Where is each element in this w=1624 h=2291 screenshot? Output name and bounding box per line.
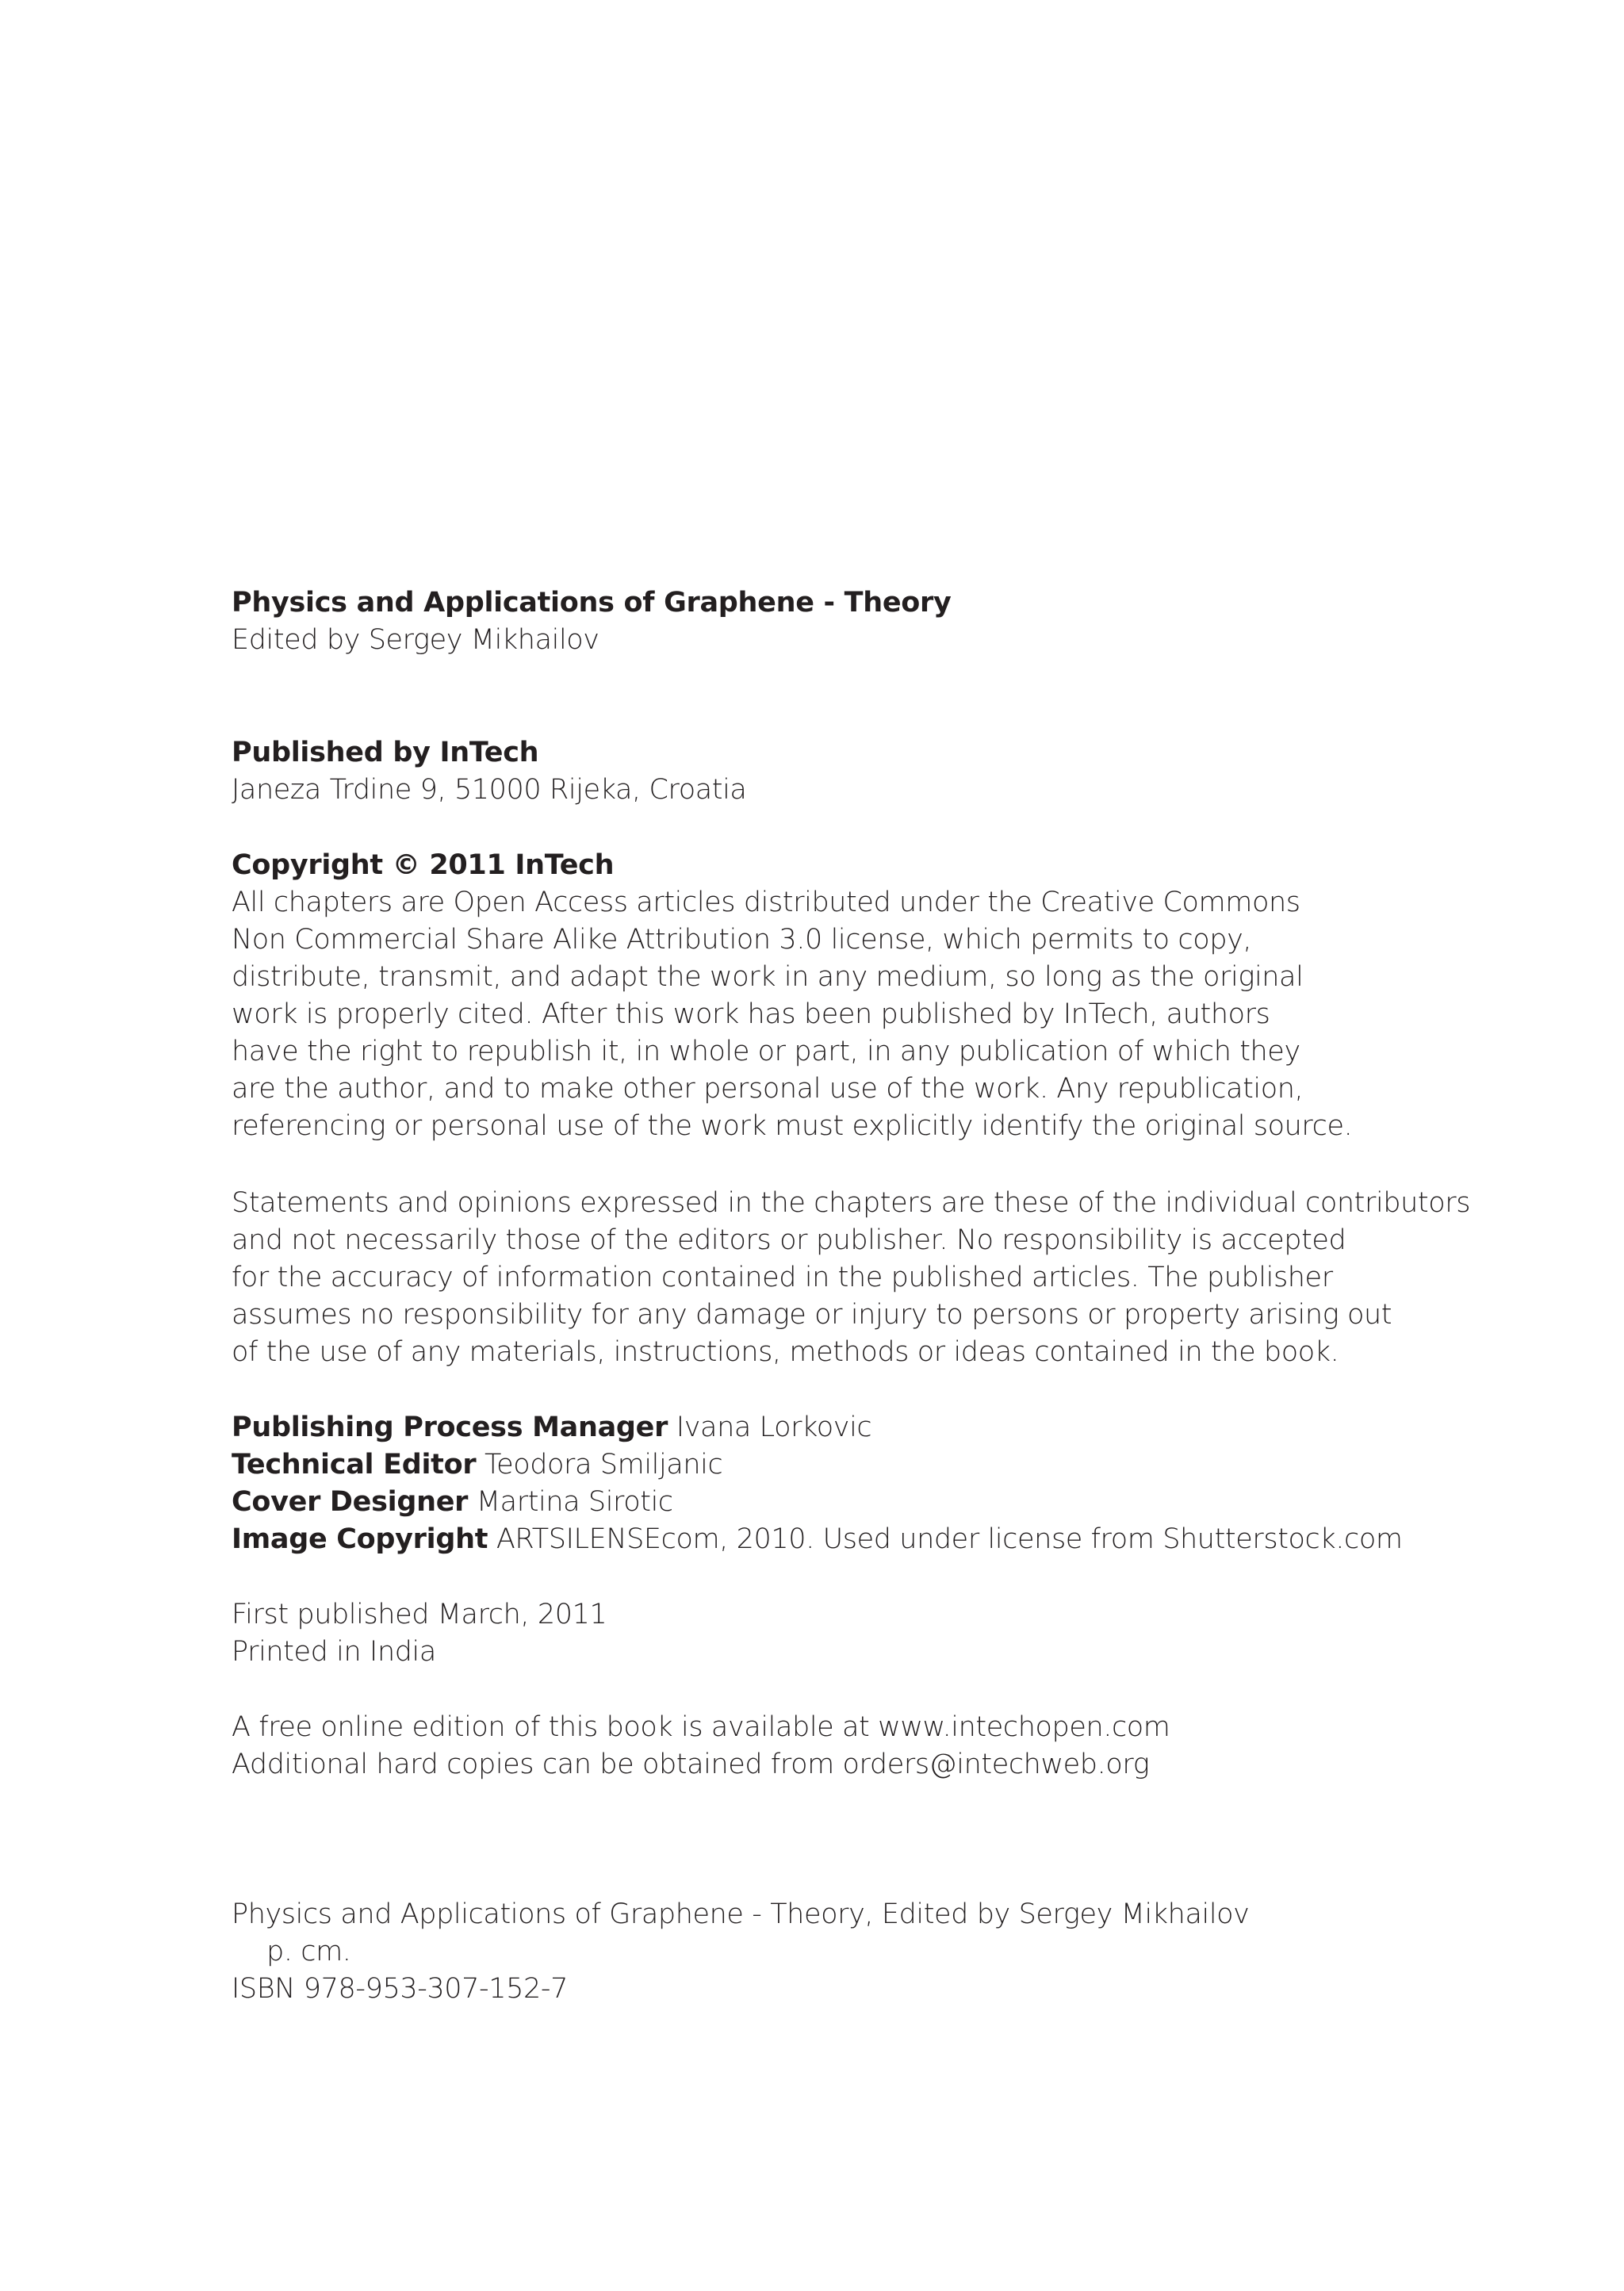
online-edition-line: A free online edition of this book is available at www.intechopen.com	[232, 1711, 1170, 1743]
credit-role: Technical Editor	[232, 1449, 477, 1481]
copyright-text-line: work is properly cited. After this work has been published by InTech, authors	[232, 998, 1270, 1030]
disclaimer-text-line: for the accuracy of information contained in the published articles. The publisher	[232, 1262, 1333, 1293]
copyright-text-line: referencing or personal use of the work must explicitly identify the original source.	[232, 1110, 1353, 1142]
book-title: Physics and Applications of Graphene - Theory	[232, 587, 952, 619]
publisher-block	[232, 734, 1580, 809]
citation-block	[232, 1896, 1580, 2008]
credit-role: Image Copyright	[232, 1523, 488, 1555]
credit-line-cover-designer	[232, 1484, 1580, 1521]
editor-line: Edited by Sergey Mikhailov	[232, 624, 599, 656]
copyright-block	[232, 847, 1580, 1145]
copyright-text-line: have the right to republish it, in whole or part, in any publication of which they	[232, 1036, 1300, 1067]
disclaimer-text-line: assumes no responsibility for any damage or injury to persons or property arising out	[232, 1299, 1392, 1331]
published-by-heading: Published by InTech	[232, 737, 539, 768]
credit-line-technical-editor	[232, 1446, 1580, 1484]
citation-line: Physics and Applications of Graphene - Theory, Edited by Sergey Mikhailov	[232, 1898, 1250, 1930]
pages-line: p. cm.	[266, 1936, 351, 1967]
credit-name: Teodora Smiljanic	[485, 1449, 723, 1481]
disclaimer-text-line: and not necessarily those of the editors or publisher. No responsibility is accepted	[232, 1224, 1346, 1256]
copyright-text-line: distribute, transmit, and adapt the work in any medium, so long as the original	[232, 961, 1304, 993]
publication-block	[232, 1596, 1580, 1671]
first-published-line: First published March, 2011	[232, 1599, 607, 1630]
copyright-text-line: All chapters are Open Access articles distributed under the Creative Commons	[232, 887, 1300, 918]
title-block	[232, 584, 1580, 659]
credit-role: Cover Designer	[232, 1486, 469, 1518]
printed-in-line: Printed in India	[232, 1636, 436, 1668]
credit-line-image-copyright	[232, 1521, 1580, 1558]
disclaimer-block	[232, 1185, 1580, 1371]
publisher-address: Janeza Trdine 9, 51000 Rijeka, Croatia	[232, 774, 747, 806]
copyright-heading: Copyright © 2011 InTech	[232, 849, 615, 881]
credit-line-process-manager	[232, 1409, 1580, 1446]
copyright-text-line: are the author, and to make other personal use of the work. Any republication,	[232, 1073, 1304, 1105]
disclaimer-text-line: Statements and opinions expressed in the chapters are these of the individual contributors	[232, 1187, 1471, 1219]
disclaimer-text-line: of the use of any materials, instructions, methods or ideas contained in the book.	[232, 1336, 1339, 1368]
copyright-text-line: Non Commercial Share Alike Attribution 3.0 license, which permits to copy,	[232, 924, 1252, 956]
credit-name: Ivana Lorkovic	[676, 1412, 872, 1443]
hard-copies-line: Additional hard copies can be obtained from orders@intechweb.org	[232, 1749, 1150, 1780]
online-block	[232, 1709, 1580, 1783]
credits-block	[232, 1409, 1580, 1558]
credit-name: Martina Sirotic	[476, 1486, 673, 1518]
isbn-line: ISBN 978-953-307-152-7	[232, 1973, 568, 2005]
credit-role: Publishing Process Manager	[232, 1412, 668, 1443]
credit-name: ARTSILENSEcom, 2010. Used under license from Shutterstock.com	[496, 1523, 1403, 1555]
